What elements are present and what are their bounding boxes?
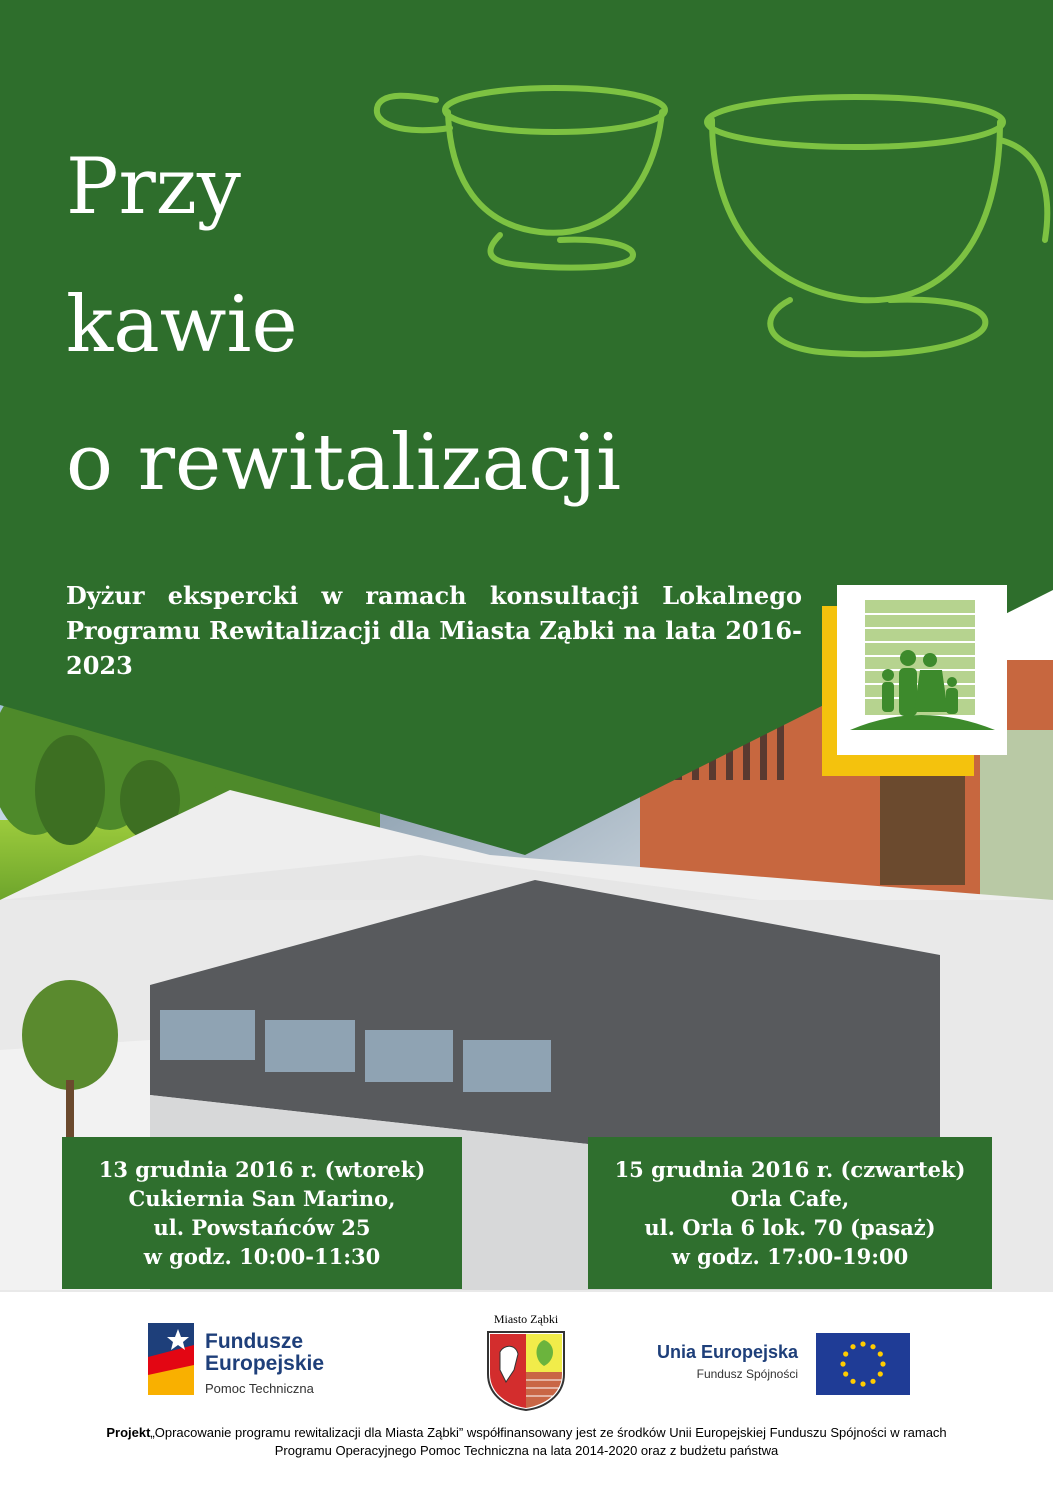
poster-title [66, 118, 621, 532]
unia-europejska-logo [634, 1340, 798, 1384]
fundusze-europejskie-icon [148, 1323, 194, 1395]
fe-line-2: Europejskie [205, 1352, 325, 1375]
eu-star-icon [843, 1351, 848, 1356]
ue-line-1: Unia Europejska [656, 1342, 798, 1362]
eu-star-icon [860, 1341, 865, 1346]
eu-star-icon [878, 1351, 883, 1356]
eu-star-icon [860, 1381, 865, 1386]
event-box-1 [62, 1137, 462, 1289]
eu-star-icon [870, 1344, 875, 1349]
footer-note [10, 1424, 1043, 1460]
event-hours: w godz. 10:00-11:30 [143, 1244, 381, 1269]
event-address: ul. Orla 6 lok. 70 (pasaż) [644, 1215, 936, 1240]
eu-star-icon [850, 1344, 855, 1349]
footer-lead: Projekt [106, 1425, 151, 1440]
title-line-3: o rewitalizacji [66, 418, 622, 508]
event-hours: w godz. 17:00-19:00 [671, 1244, 909, 1269]
miasto-zabki-label: Miasto Ząbki [493, 1312, 559, 1326]
eu-star-icon [843, 1371, 848, 1376]
title-line-1: Przy [66, 142, 241, 232]
eu-star-icon [878, 1371, 883, 1376]
eu-star-icon [840, 1361, 845, 1366]
event-box-2 [588, 1137, 992, 1289]
miasto-zabki-crest-icon [486, 1330, 566, 1412]
event-place: Orla Cafe, [730, 1186, 850, 1211]
footer-text-1: „Opracowanie programu rewitalizacji dla Miasta Ząbki” współfinansowany jest ze środków Unii Europejskiej Funduszu Spójności w ramach [150, 1425, 947, 1440]
event-date: 15 grudnia 2016 r. (czwartek) [614, 1157, 966, 1182]
fundusze-europejskie-logo [205, 1331, 324, 1400]
ue-line-2: Fundusz Spójności [696, 1367, 798, 1381]
eu-star-icon [880, 1361, 885, 1366]
eu-star-icon [870, 1379, 875, 1384]
rewitalizacja-logo [837, 585, 1007, 755]
event-place: Cukiernia San Marino, [128, 1186, 396, 1211]
eu-star-icon [850, 1379, 855, 1384]
footer-text-2: Programu Operacyjnego Pomoc Techniczna na lata 2014-2020 oraz z budżetu państwa [274, 1443, 779, 1458]
fe-line-1: Fundusze [205, 1330, 303, 1353]
title-line-2: kawie [66, 280, 298, 370]
event-address: ul. Powstańców 25 [153, 1215, 371, 1240]
eu-flag-icon [816, 1333, 910, 1395]
event-date: 13 grudnia 2016 r. (wtorek) [98, 1157, 426, 1182]
poster-subtitle: Dyżur ekspercki w ramach konsultacji Lokalnego Programu Rewitalizacji dla Miasta Ząbki na lata 2016-2023 [66, 581, 802, 680]
fe-line-3: Pomoc Techniczna [205, 1381, 314, 1396]
